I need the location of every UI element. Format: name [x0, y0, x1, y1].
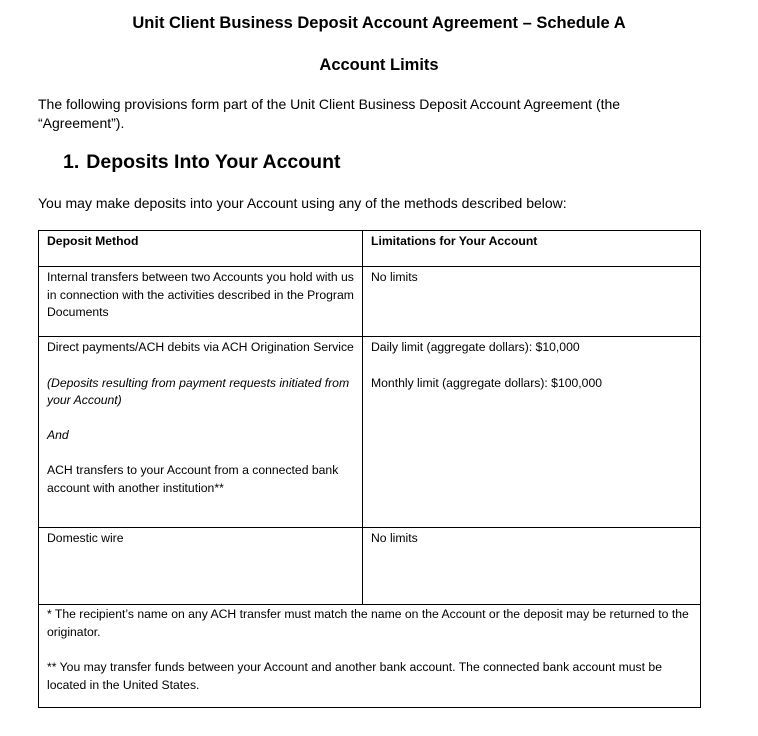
limit-cell: No limits — [363, 267, 701, 337]
document-title: Unit Client Business Deposit Account Agreement – Schedule A — [132, 14, 626, 32]
method-cell: Internal transfers between two Accounts you hold with us in connection with the activities described in the Program Documents — [39, 267, 363, 337]
table-row — [39, 267, 701, 337]
document-subtitle: Account Limits — [319, 56, 439, 74]
section-lead-text: You may make deposits into your Account using any of the methods described below: — [38, 195, 567, 211]
section-title: Deposits Into Your Account — [86, 151, 341, 173]
limit-cell: No limits — [363, 528, 701, 605]
table-row — [39, 337, 701, 528]
footnote-row — [39, 605, 701, 708]
footnote-1: * The recipient’s name on any ACH transfer must match the name on the Account or the deposit may be returned to the originator. — [47, 607, 689, 639]
method-extra-text: ACH transfers to your Account from a connected bank account with another institution** — [47, 463, 339, 495]
daily-limit-text: Daily limit (aggregate dollars): $10,000 — [371, 340, 580, 354]
method-and-text: And — [47, 427, 69, 442]
footnotes-cell — [39, 605, 701, 708]
limit-cell — [363, 337, 701, 528]
method-cell — [39, 337, 363, 528]
table-row — [39, 528, 701, 605]
table-header-row — [39, 231, 701, 267]
method-note-text: (Deposits resulting from payment requests initiated from your Account) — [47, 375, 350, 407]
monthly-limit-text: Monthly limit (aggregate dollars): $100,000 — [371, 375, 603, 390]
footnote-2: ** You may transfer funds between your Account and another bank account. The connected bank account must be located in the United States. — [47, 660, 662, 692]
section-number: 1. — [63, 151, 80, 173]
header-limitations: Limitations for Your Account — [363, 231, 701, 267]
method-cell: Domestic wire — [39, 528, 363, 605]
intro-paragraph: The following provisions form part of the Unit Client Business Deposit Account Agreement (the “Agreement”). — [38, 96, 621, 131]
deposit-limits-table — [38, 230, 701, 708]
section-heading — [63, 151, 341, 174]
method-main-text: Direct payments/ACH debits via ACH Origination Service — [47, 340, 354, 354]
header-deposit-method: Deposit Method — [39, 231, 363, 267]
